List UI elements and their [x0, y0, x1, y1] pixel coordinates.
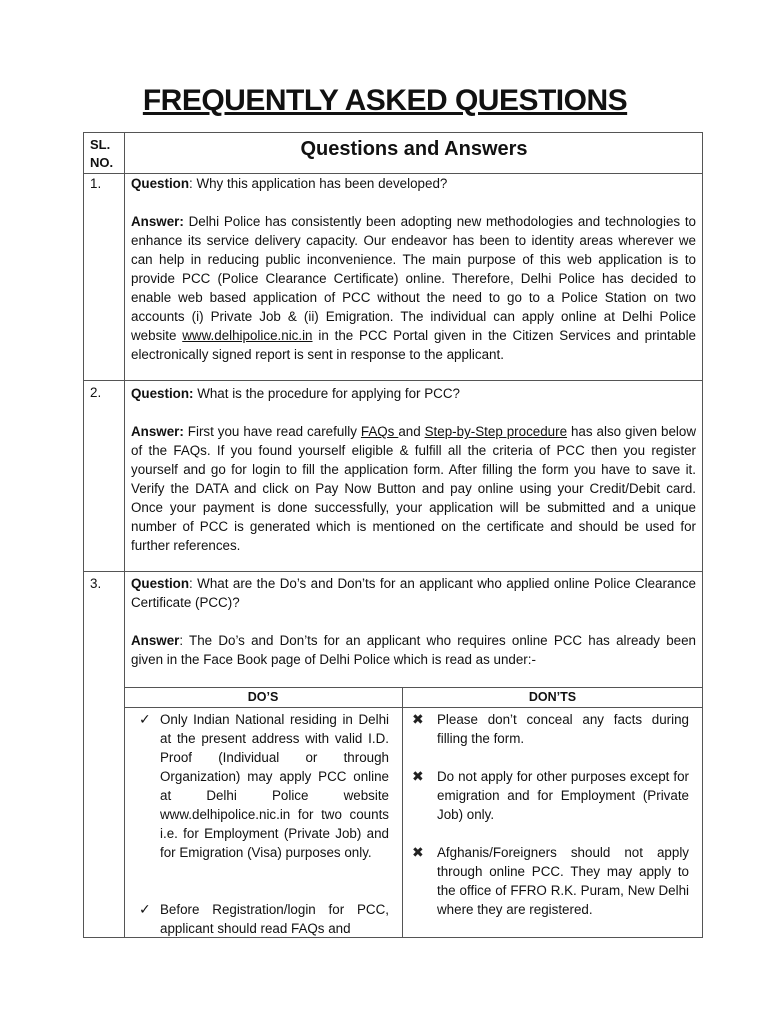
- donts-header: DON’TS: [528, 690, 577, 704]
- check-icon: ✓: [139, 901, 151, 917]
- faq-2: [131, 384, 696, 555]
- do-item: Only Indian National residing in Delhi at the present address with valid I.D. Proof (Individual or through Organization) may apply PCC online at Delhi Police website www.delhipolice.nic.in for two counts i.e. for Employment (Private Job) and for Emigration (Visa) purposes only.: [160, 712, 389, 860]
- row-number: 2.: [90, 385, 102, 400]
- page-title: FREQUENTLY ASKED QUESTIONS: [142, 84, 628, 117]
- row-number: 3.: [90, 576, 102, 591]
- dont-item: Afghanis/Foreigners should not apply through online PCC. They may apply to the office of FFRO R.K. Puram, New Delhi where they are registered.: [437, 845, 689, 917]
- dos-donts-top: [124, 687, 703, 688]
- step-by-step-link[interactable]: Step-by-Step procedure: [424, 424, 568, 439]
- faqs-link[interactable]: FAQs: [360, 424, 399, 439]
- cross-icon: ✖: [412, 711, 424, 727]
- answer-3: Answer: The Do’s and Don’ts for an applicant who requires online PCC has already been given in the Face Book page of Delhi Police which is read as under:-: [131, 633, 696, 667]
- question-2: Question: What is the procedure for applying for PCC?: [131, 386, 460, 401]
- row-number: 1.: [90, 176, 102, 191]
- delhi-police-link[interactable]: www.delhipolice.nic.in: [182, 328, 313, 343]
- dos-header: DO’S: [247, 690, 279, 704]
- cross-icon: ✖: [412, 768, 424, 784]
- faq-3: [131, 574, 696, 669]
- column-divider: [124, 132, 125, 938]
- question-1: Question: Why this application has been developed?: [131, 176, 448, 191]
- questions-answers-header: Questions and Answers: [300, 138, 528, 160]
- check-icon: ✓: [139, 711, 151, 727]
- dont-item: Do not apply for other purposes except for emigration and for Employment (Private Job) only.: [437, 769, 689, 822]
- row-divider-1: [83, 380, 703, 381]
- faq-1: [131, 174, 696, 364]
- question-3: Question: What are the Do’s and Don’ts for an applicant who applied online Police Clearance Certificate (PCC)?: [131, 576, 696, 610]
- sl-no-header: SL. NO.: [90, 137, 114, 170]
- dos-donts-divider: [402, 687, 403, 938]
- answer-1: Answer: Delhi Police has consistently been adopting new methodologies and technologies to enhance its service delivery capacity. Our endeavor has been to identity areas wherever we can help in reducing public inconvenience. The main purpose of this web application is to provide PCC (Police Clearance Certificate) online. Therefore, Delhi Police has decided to enable web based application of PCC without the need to go to a Police Station on two accounts (i) Private Job & (ii) Emigration. The individual can apply online at Delhi Police website www.delhipolice.nic.in in the PCC Portal given in the Citizen Services and printable electronically signed report is sent in response to the applicant.: [131, 214, 697, 362]
- row-divider-2: [83, 571, 703, 572]
- dos-donts-header-bottom: [124, 707, 703, 708]
- cross-icon: ✖: [412, 844, 424, 860]
- dont-item: Please don’t conceal any facts during filling the form.: [437, 712, 689, 746]
- answer-2: Answer: First you have read carefully FAQs and Step-by-Step procedure has also given below of the FAQs. If you found yourself eligible & fulfill all the criteria of PCC then you register yourself and go for login to fill the application form. After filling the form you have to save it. Verify the DATA and click on Pay Now Button and pay online using your Credit/Debit card. Once your payment is done successfully, your application will be submitted and a unique number of PCC is generated which is mentioned on the certificate and should be used for further references.: [131, 424, 696, 553]
- do-item: Before Registration/login for PCC, applicant should read FAQs and: [160, 902, 389, 936]
